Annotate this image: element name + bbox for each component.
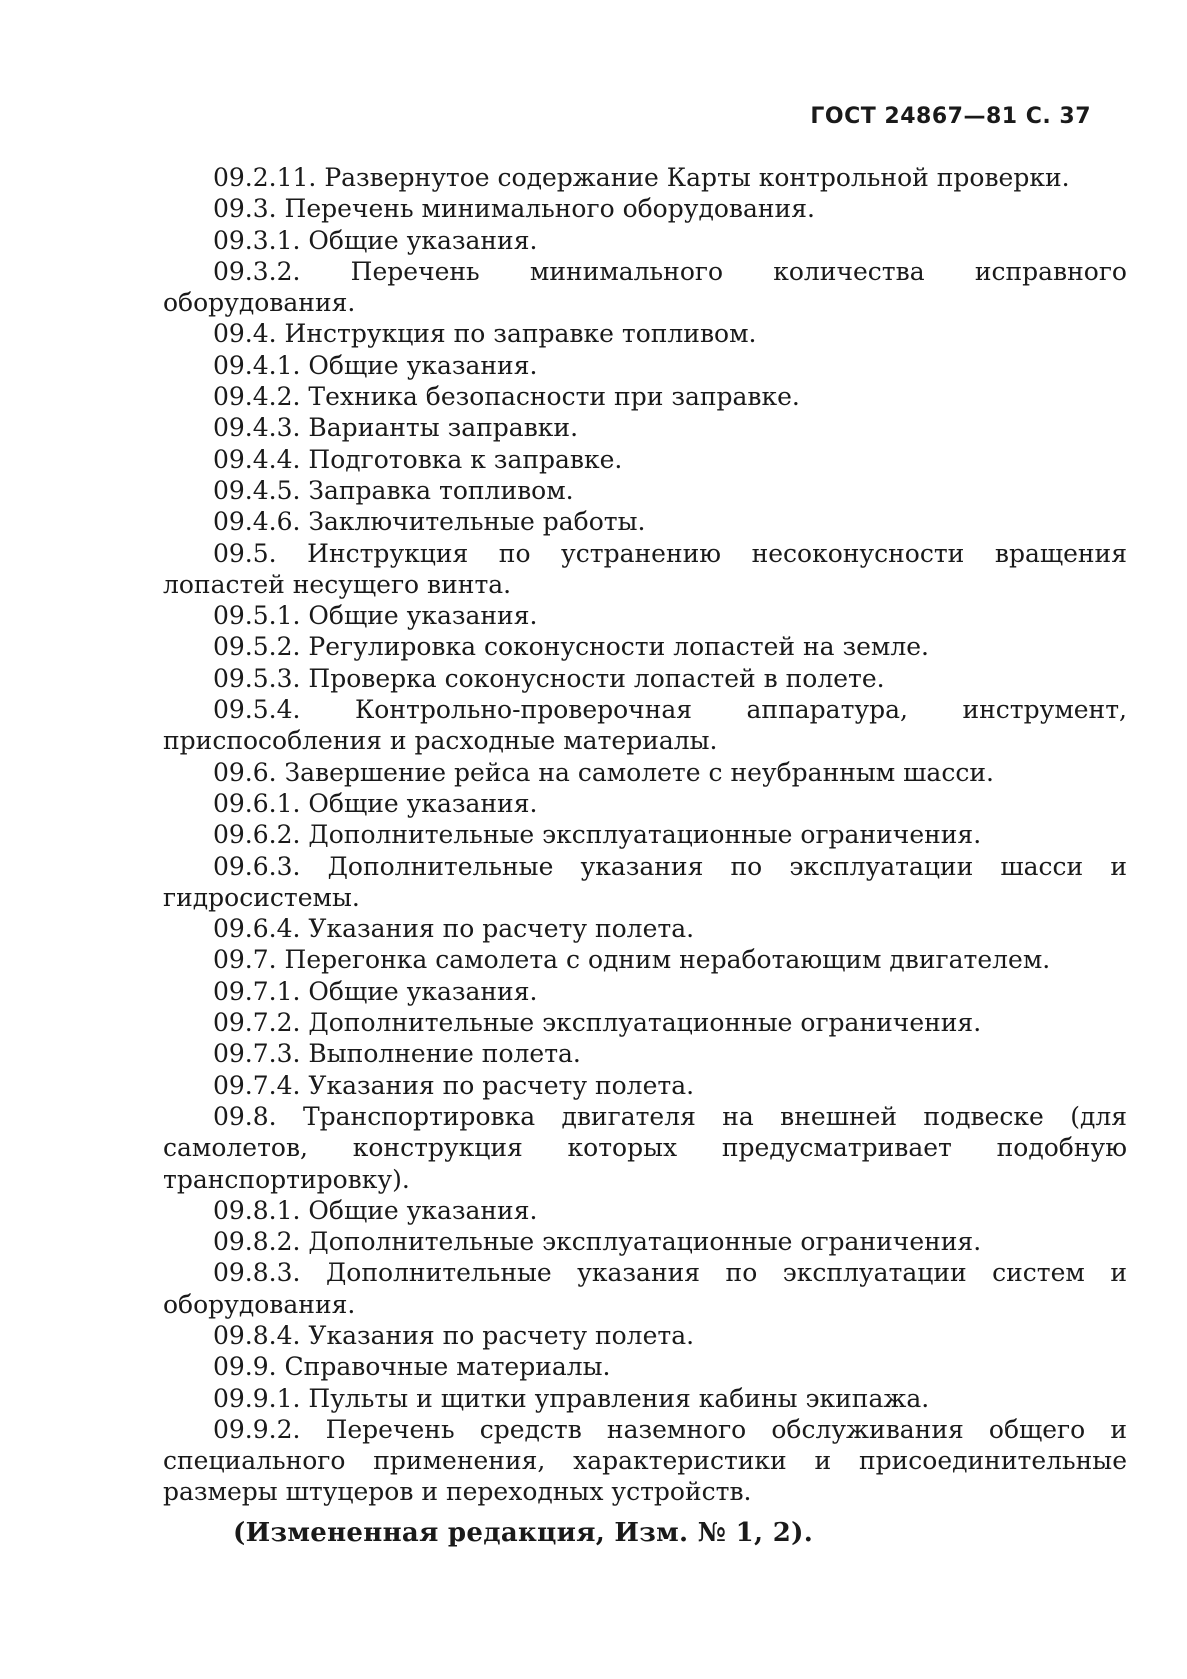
revision-note: (Измененная редакция, Изм. № 1, 2). [233, 1517, 814, 1548]
document-body [163, 162, 1127, 1549]
list-item: 09.3. Перечень минимального оборудования. [213, 194, 815, 224]
list-item: 09.6.1. Общие указания. [213, 788, 538, 818]
list-item: 09.5.2. Регулировка соконусности лопастей на земле. [213, 632, 929, 662]
list-item: 09.8.3. Дополнительные указания по эксплуатации систем и оборудования. [163, 1258, 1127, 1319]
list-item: 09.6.4. Указания по расчету полета. [213, 914, 695, 944]
list-item: 09.9.2. Перечень средств наземного обслуживания общего и специального применения, характеристики и присоединительные размеры штуцеров и переходных устройств. [163, 1414, 1127, 1507]
list-item: 09.4.2. Техника безопасности при заправке. [213, 382, 800, 412]
list-item: 09.3.1. Общие указания. [213, 225, 538, 255]
list-item: 09.4. Инструкция по заправке топливом. [213, 319, 757, 349]
list-item: 09.2.11. Развернутое содержание Карты контрольной проверки. [213, 163, 1070, 192]
list-item: 09.4.4. Подготовка к заправке. [213, 444, 623, 474]
list-item: 09.4.3. Варианты заправки. [213, 413, 579, 443]
list-item: 09.7. Перегонка самолета с одним неработающим двигателем. [213, 945, 1051, 975]
list-item: 09.8. Транспортировка двигателя на внешней подвеске (для самолетов, конструкция которых предусматривает подобную транспортировку). [163, 1101, 1127, 1194]
list-item: 09.3.2. Перечень минимального количества исправного оборудования. [163, 256, 1127, 318]
list-item: 09.5.1. Общие указания. [213, 601, 538, 631]
list-item: 09.5.3. Проверка соконусности лопастей в полете. [213, 663, 885, 693]
list-item: 09.8.1. Общие указания. [213, 1195, 538, 1225]
list-item: 09.5. Инструкция по устранению несоконусности вращения лопастей несущего винта. [163, 538, 1127, 599]
list-item: 09.4.1. Общие указания. [213, 350, 538, 380]
list-item: 09.8.4. Указания по расчету полета. [213, 1320, 695, 1350]
list-item: 09.5.4. Контрольно-проверочная аппаратура, инструмент, приспособления и расходные материалы. [163, 695, 1127, 756]
list-item: 09.9.1. Пульты и щитки управления кабины экипажа. [213, 1383, 930, 1413]
list-item: 09.8.2. Дополнительные эксплуатационные ограничения. [213, 1227, 982, 1257]
list-item: 09.7.4. Указания по расчету полета. [213, 1070, 695, 1100]
list-item: 09.7.2. Дополнительные эксплуатационные ограничения. [213, 1008, 982, 1038]
list-item: 09.9. Справочные материалы. [213, 1352, 611, 1382]
list-item: 09.7.1. Общие указания. [213, 976, 538, 1006]
list-item: 09.6.3. Дополнительные указания по эксплуатации шасси и гидросистемы. [163, 851, 1127, 912]
list-item: 09.7.3. Выполнение полета. [213, 1039, 581, 1069]
list-item: 09.6. Завершение рейса на самолете с неубранным шасси. [213, 757, 994, 787]
list-item: 09.4.6. Заключительные работы. [213, 507, 646, 537]
list-item: 09.6.2. Дополнительные эксплуатационные ограничения. [213, 820, 982, 850]
running-header: ГОСТ 24867—81 С. 37 [810, 104, 1091, 129]
list-item: 09.4.5. Заправка топливом. [213, 475, 574, 505]
